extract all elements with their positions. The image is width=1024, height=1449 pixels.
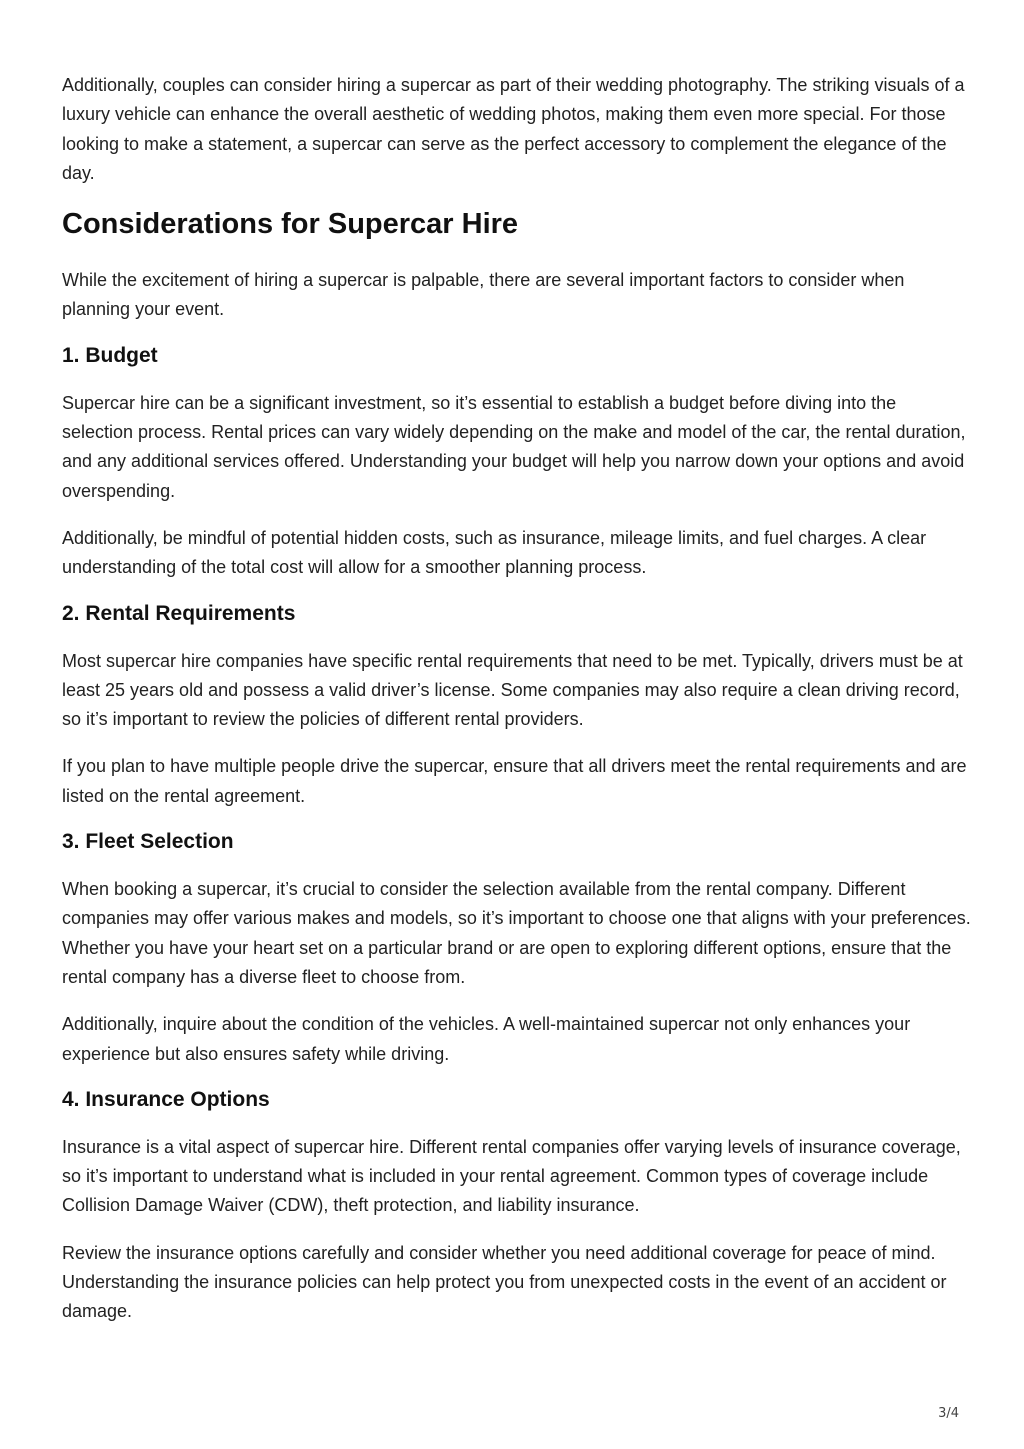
subsection-fleet-selection	[62, 829, 972, 1069]
section-lead-paragraph: While the excitement of hiring a supercar is palpable, there are several important factors to consider when planning your event.	[62, 270, 905, 320]
page-number: 3/4	[938, 1406, 959, 1421]
subsection-paragraph: Additionally, be mindful of potential hidden costs, such as insurance, mileage limits, and fuel charges. A clear understanding of the total cost will allow for a smoother planning process.	[62, 527, 927, 578]
subsection-budget	[62, 343, 972, 583]
section-title: Considerations for Supercar Hire	[62, 208, 519, 241]
subsection-paragraph: Additionally, inquire about the condition of the vehicles. A well-maintained supercar not only enhances your experience but also ensures safety while driving.	[62, 1014, 911, 1064]
subsection-paragraph: Review the insurance options carefully and consider whether you need additional coverage for peace of mind. Understanding the insurance policies can help protect you from unexpected costs in the event of an accident or damage.	[62, 1242, 947, 1322]
subsection-heading: 3. Fleet Selection	[62, 830, 234, 854]
subsection-insurance-options	[62, 1087, 972, 1327]
subsection-paragraph: Most supercar hire companies have specific rental requirements that need to be met. Typically, drivers must be at least 25 years old and possess a valid driver’s license. Some companies may also require a clean driving record, so it’s important to review the policies of different rental providers.	[62, 650, 963, 730]
subsection-paragraph: Supercar hire can be a significant investment, so it’s essential to establish a budget before diving into the selection process. Rental prices can vary widely depending on the make and model of the car, the rental duration, and any additional services offered. Understanding your budget will help you narrow down your options and avoid overspending.	[62, 392, 966, 501]
subsection-heading: 2. Rental Requirements	[62, 601, 296, 625]
subsection-paragraph: When booking a supercar, it’s crucial to consider the selection available from the rental company. Different companies may offer various makes and models, so it’s important to choose one that aligns with your preferences. Whether you have your heart set on a particular brand or are open to exploring different options, ensure that the rental company has a diverse fleet to choose from.	[62, 879, 971, 987]
subsection-rental-requirements	[62, 601, 972, 811]
intro-paragraph: Additionally, couples can consider hiring a supercar as part of their wedding photography. The striking visuals of a luxury vehicle can enhance the overall aesthetic of wedding photos, making them even more special. For those looking to make a statement, a supercar can serve as the perfect accessory to complement the elegance of the day.	[62, 75, 965, 183]
document-page	[62, 71, 972, 1345]
subsection-heading: 1. Budget	[62, 343, 158, 367]
subsection-paragraph: Insurance is a vital aspect of supercar hire. Different rental companies offer varying levels of insurance coverage, so it’s important to understand what is included in your rental agreement. Common types of coverage include Collision Damage Waiver (CDW), theft protection, and liability insurance.	[62, 1136, 961, 1216]
subsection-heading: 4. Insurance Options	[62, 1087, 270, 1111]
subsection-paragraph: If you plan to have multiple people drive the supercar, ensure that all drivers meet the rental requirements and are listed on the rental agreement.	[62, 756, 967, 806]
